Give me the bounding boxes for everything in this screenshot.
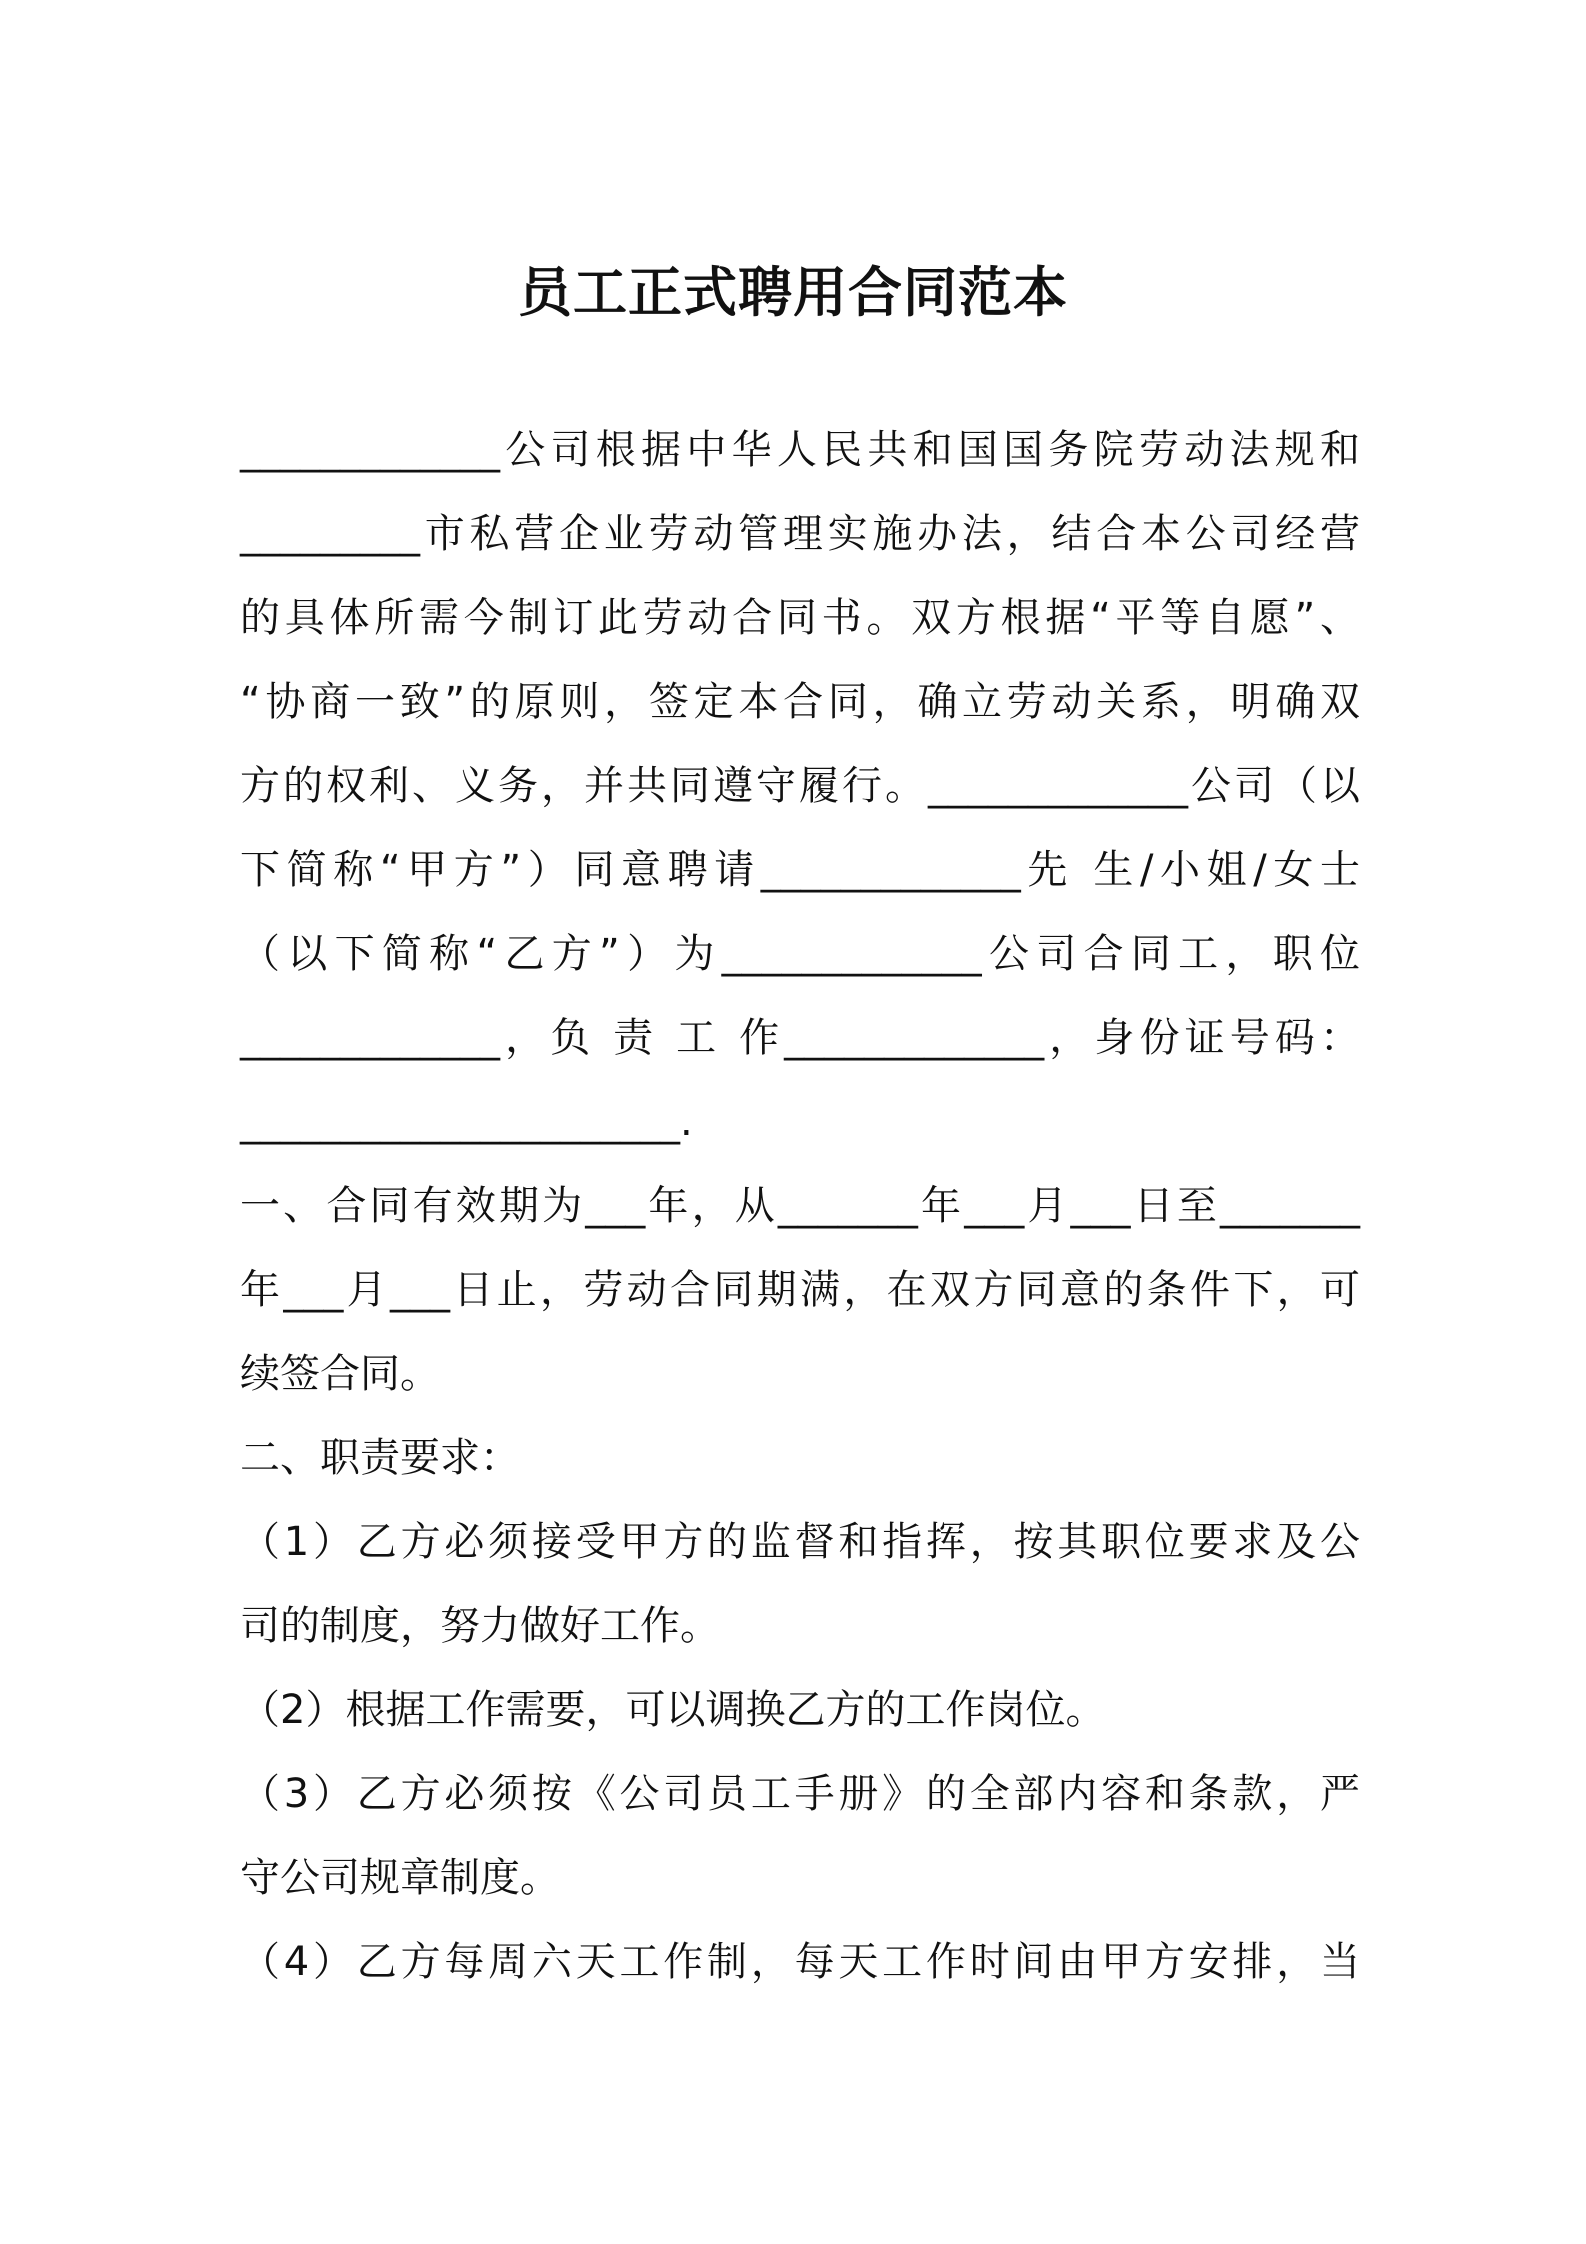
list-item-3: （3）乙方必须按《公司员工手册》的全部内容和条款，严 [240,1771,1360,1817]
list-item-3-cont: 守公司规章制度。 [240,1855,560,1901]
paragraph-line: （以下简称“乙方”）为_____________公司合同工，职位 [240,931,1360,977]
paragraph-line: _____________公司根据中华人民共和国国务院劳动法规和 [240,427,1360,473]
paragraph-line: 的具体所需今制订此劳动合同书。双方根据“平等自愿”、 [240,595,1360,641]
section-heading-term: 一、合同有效期为___年，从_______年___月___日至_______ [240,1183,1360,1229]
list-item-1-cont: 司的制度，努力做好工作。 [240,1603,720,1649]
list-item-2: （2）根据工作需要，可以调换乙方的工作岗位。 [240,1687,1106,1733]
list-item-4: （4）乙方每周六天工作制，每天工作时间由甲方安排，当 [240,1939,1360,1985]
document-body [240,408,1360,2004]
paragraph-line: _____________，负 责 工 作_____________，身份证号码： [240,1015,1360,1061]
paragraph-line: 续签合同。 [240,1351,440,1397]
id-number-blank-line: ______________________. [240,1099,693,1145]
section-heading-duties: 二、职责要求： [240,1435,520,1481]
list-item-1: （1）乙方必须接受甲方的监督和指挥，按其职位要求及公 [240,1519,1360,1565]
paragraph-line: 方的权利、义务，并共同遵守履行。_____________公司（以 [240,763,1360,809]
document-title: 员工正式聘用合同范本 [518,261,1068,324]
paragraph-line: _________市私营企业劳动管理实施办法，结合本公司经营 [240,511,1360,557]
paragraph-line: 年___月___日止，劳动合同期满，在双方同意的条件下，可 [240,1267,1360,1313]
paragraph-line: 下简称“甲方”）同意聘请_____________先 生/小姐/女士 [240,847,1360,893]
paragraph-line: “协商一致”的原则，签定本合同，确立劳动关系，明确双 [240,679,1360,725]
